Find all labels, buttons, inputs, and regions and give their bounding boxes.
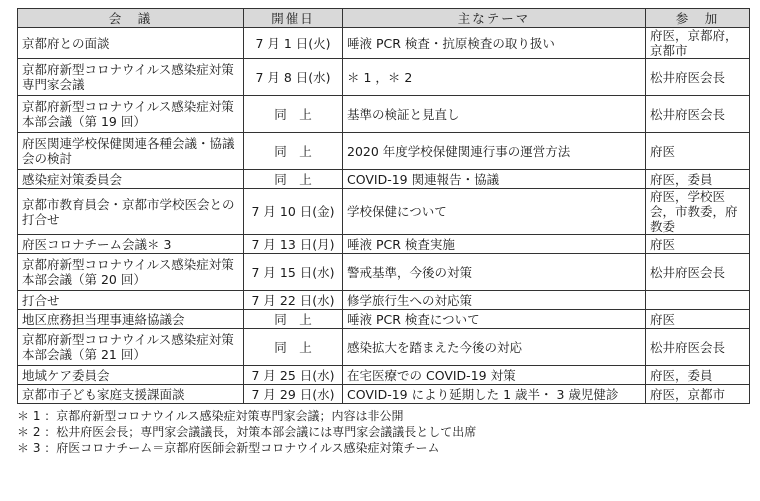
table-row	[18, 235, 750, 254]
cell-attendees: 松井府医会長	[646, 254, 750, 291]
cell-theme: 唾液 PCR 検査・抗原検査の取り扱い	[343, 28, 646, 59]
cell-date: 7 月 22 日(水)	[244, 291, 343, 310]
cell-theme: 基準の検証と見直し	[343, 96, 646, 133]
cell-theme: 唾液 PCR 検査実施	[343, 235, 646, 254]
cell-theme: ＊ 1 ，＊ 2	[343, 59, 646, 96]
cell-meeting: 京都府新型コロナウイルス感染症対策本部会議（第 21 回）	[18, 329, 244, 366]
cell-date: 同 上	[244, 133, 343, 170]
cell-attendees: 府医，学校医会，市教委，府教委	[646, 189, 750, 235]
table-row	[18, 254, 750, 291]
footnotes	[17, 408, 749, 456]
header-theme: 主なテーマ	[343, 9, 646, 28]
cell-attendees: 府医，委員	[646, 366, 750, 385]
cell-attendees: 府医，京都府，京都市	[646, 28, 750, 59]
cell-theme: 唾液 PCR 検査について	[343, 310, 646, 329]
table-row	[18, 329, 750, 366]
table-row	[18, 291, 750, 310]
cell-attendees: 府医，京都市	[646, 385, 750, 404]
cell-date: 7 月 10 日(金)	[244, 189, 343, 235]
cell-meeting: 京都府新型コロナウイルス感染症対策本部会議（第 19 回）	[18, 96, 244, 133]
table-header-row	[18, 9, 750, 28]
cell-meeting: 京都市教育員会・京都市学校医会との打合せ	[18, 189, 244, 235]
cell-attendees: 府医	[646, 310, 750, 329]
cell-date: 同 上	[244, 329, 343, 366]
cell-theme: COVID-19 関連報告・協議	[343, 170, 646, 189]
cell-date: 7 月 15 日(水)	[244, 254, 343, 291]
cell-attendees: 松井府医会長	[646, 329, 750, 366]
cell-meeting: 京都府新型コロナウイルス感染症対策本部会議（第 20 回）	[18, 254, 244, 291]
cell-meeting: 打合せ	[18, 291, 244, 310]
cell-date: 7 月 8 日(水)	[244, 59, 343, 96]
footnote: ＊ 3 ：府医コロナチーム＝京都府医師会新型コロナウイルス感染症対策チーム	[17, 441, 440, 455]
meeting-schedule	[17, 8, 749, 456]
cell-theme: 警戒基準，今後の対策	[343, 254, 646, 291]
table-row	[18, 189, 750, 235]
cell-attendees: 府医	[646, 235, 750, 254]
cell-attendees: 松井府医会長	[646, 59, 750, 96]
table-row	[18, 96, 750, 133]
table-row	[18, 385, 750, 404]
cell-date: 7 月 29 日(水)	[244, 385, 343, 404]
cell-theme: COVID-19 により延期した 1 歳半・ 3 歳児健診	[343, 385, 646, 404]
cell-theme: 学校保健について	[343, 189, 646, 235]
cell-date: 7 月 25 日(水)	[244, 366, 343, 385]
cell-date: 同 上	[244, 96, 343, 133]
cell-meeting: 地域ケア委員会	[18, 366, 244, 385]
table-row	[18, 59, 750, 96]
cell-meeting: 京都府との面談	[18, 28, 244, 59]
table-body	[18, 28, 750, 404]
header-attendees: 参 加	[646, 9, 750, 28]
cell-attendees: 府医，委員	[646, 170, 750, 189]
cell-meeting: 府医関連学校保健関連各種会議・協議会の検討	[18, 133, 244, 170]
cell-meeting: 府医コロナチーム会議＊ 3	[18, 235, 244, 254]
cell-meeting: 感染症対策委員会	[18, 170, 244, 189]
header-meeting: 会 議	[18, 9, 244, 28]
cell-theme: 修学旅行生への対応策	[343, 291, 646, 310]
table-row	[18, 366, 750, 385]
cell-date: 同 上	[244, 170, 343, 189]
cell-date: 7 月 1 日(火)	[244, 28, 343, 59]
cell-attendees: 松井府医会長	[646, 96, 750, 133]
cell-attendees	[646, 291, 750, 310]
footnote: ＊ 2 ：松井府医会長；専門家会議議長，対策本部会議には専門家会議議長として出席	[17, 425, 477, 439]
cell-theme: 感染拡大を踏まえた今後の対応	[343, 329, 646, 366]
cell-meeting: 地区庶務担当理事連絡協議会	[18, 310, 244, 329]
table-row	[18, 310, 750, 329]
table-row	[18, 28, 750, 59]
table-row	[18, 133, 750, 170]
cell-meeting: 京都市子ども家庭支援課面談	[18, 385, 244, 404]
cell-date: 同 上	[244, 310, 343, 329]
meeting-table	[17, 8, 750, 404]
footnote: ＊ 1 ：京都府新型コロナウイルス感染症対策専門家会議；内容は非公開	[17, 409, 404, 423]
header-date: 開催日	[244, 9, 343, 28]
cell-theme: 在宅医療での COVID-19 対策	[343, 366, 646, 385]
table-row	[18, 170, 750, 189]
cell-theme: 2020 年度学校保健関連行事の運営方法	[343, 133, 646, 170]
cell-attendees: 府医	[646, 133, 750, 170]
cell-date: 7 月 13 日(月)	[244, 235, 343, 254]
cell-meeting: 京都府新型コロナウイルス感染症対策専門家会議	[18, 59, 244, 96]
